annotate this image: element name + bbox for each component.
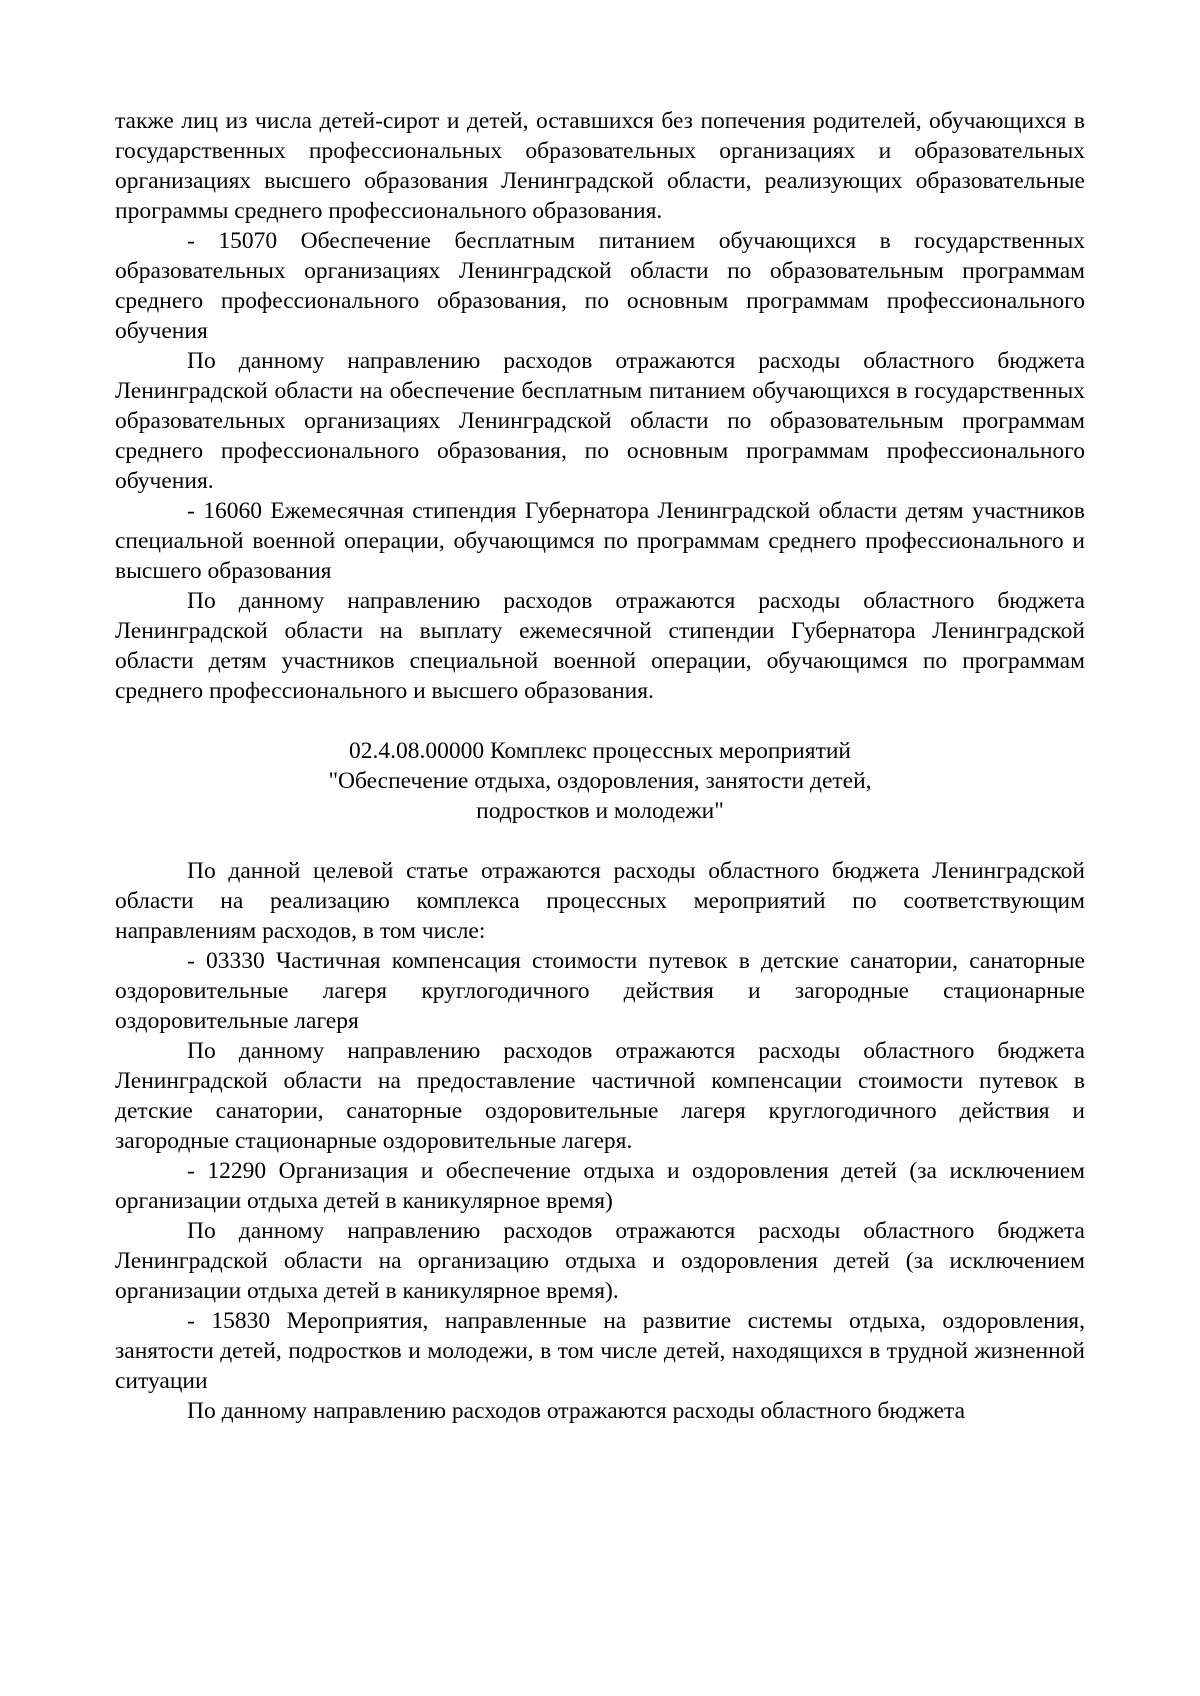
paragraph-continuation: также лиц из числа детей-сирот и детей, оставшихся без попечения родителей, обучающихся в государственных профессиональных образовательных организациях и образовательных организациях высшего образования Ленинградской области, реализующих образовательные программы среднего профессионального образования. xyxy=(115,108,1085,224)
paragraph-item-03330: - 03330 Частичная компенсация стоимости путевок в детские санатории, санаторные оздоровительные лагеря круглогодичного действия и загородные стационарные оздоровительные лагеря xyxy=(115,948,1085,1034)
paragraph-item-15830: - 15830 Мероприятия, направленные на развитие системы отдыха, оздоровления, занятости детей, подростков и молодежи, в том числе детей, находящихся в трудной жизненной ситуации xyxy=(115,1308,1085,1394)
section-heading xyxy=(115,736,1085,826)
paragraph-description-15830: По данному направлению расходов отражаются расходы областного бюджета xyxy=(187,1398,966,1424)
section-heading-line-1: 02.4.08.00000 Комплекс процессных мероприятий xyxy=(348,738,851,764)
paragraph-item-12290: - 12290 Организация и обеспечение отдыха и оздоровления детей (за исключением организации отдыха детей в каникулярное время) xyxy=(115,1158,1085,1214)
paragraph-item-16060: - 16060 Ежемесячная стипендия Губернатора Ленинградской области детям участников специальной военной операции, обучающимся по программам среднего профессионального и высшего образования xyxy=(115,498,1085,584)
document-page xyxy=(115,106,1085,1426)
paragraph-description-16060: По данному направлению расходов отражаются расходы областного бюджета Ленинградской области на выплату ежемесячной стипендии Губернатора Ленинградской области детям участников специальной военной операции, обучающимся по программам среднего профессионального и высшего образования. xyxy=(115,588,1085,704)
paragraph-item-15070: - 15070 Обеспечение бесплатным питанием обучающихся в государственных образовательных организациях Ленинградской области по образовательным программам среднего профессионального образования, по основным программам профессионального обучения xyxy=(115,228,1085,344)
paragraph-section-intro: По данной целевой статье отражаются расходы областного бюджета Ленинградской области на реализацию комплекса процессных мероприятий по соответствующим направлениям расходов, в том числе: xyxy=(115,858,1085,944)
paragraph-description-15070: По данному направлению расходов отражаются расходы областного бюджета Ленинградской области на обеспечение бесплатным питанием обучающихся в государственных образовательных организациях Ленинградской области по образовательным программам среднего профессионального образования, по основным программам профессионального обучения. xyxy=(115,348,1085,494)
section-heading-line-3: подростков и молодежи" xyxy=(476,798,724,824)
paragraph-description-03330: По данному направлению расходов отражаются расходы областного бюджета Ленинградской области на предоставление частичной компенсации стоимости путевок в детские санатории, санаторные оздоровительные лагеря круглогодичного действия и загородные стационарные оздоровительные лагеря. xyxy=(115,1038,1085,1154)
section-heading-line-2: "Обеспечение отдыха, оздоровления, занятости детей, xyxy=(328,768,872,794)
paragraph-description-12290: По данному направлению расходов отражаются расходы областного бюджета Ленинградской области на организацию отдыха и оздоровления детей (за исключением организации отдыха детей в каникулярное время). xyxy=(115,1218,1085,1304)
